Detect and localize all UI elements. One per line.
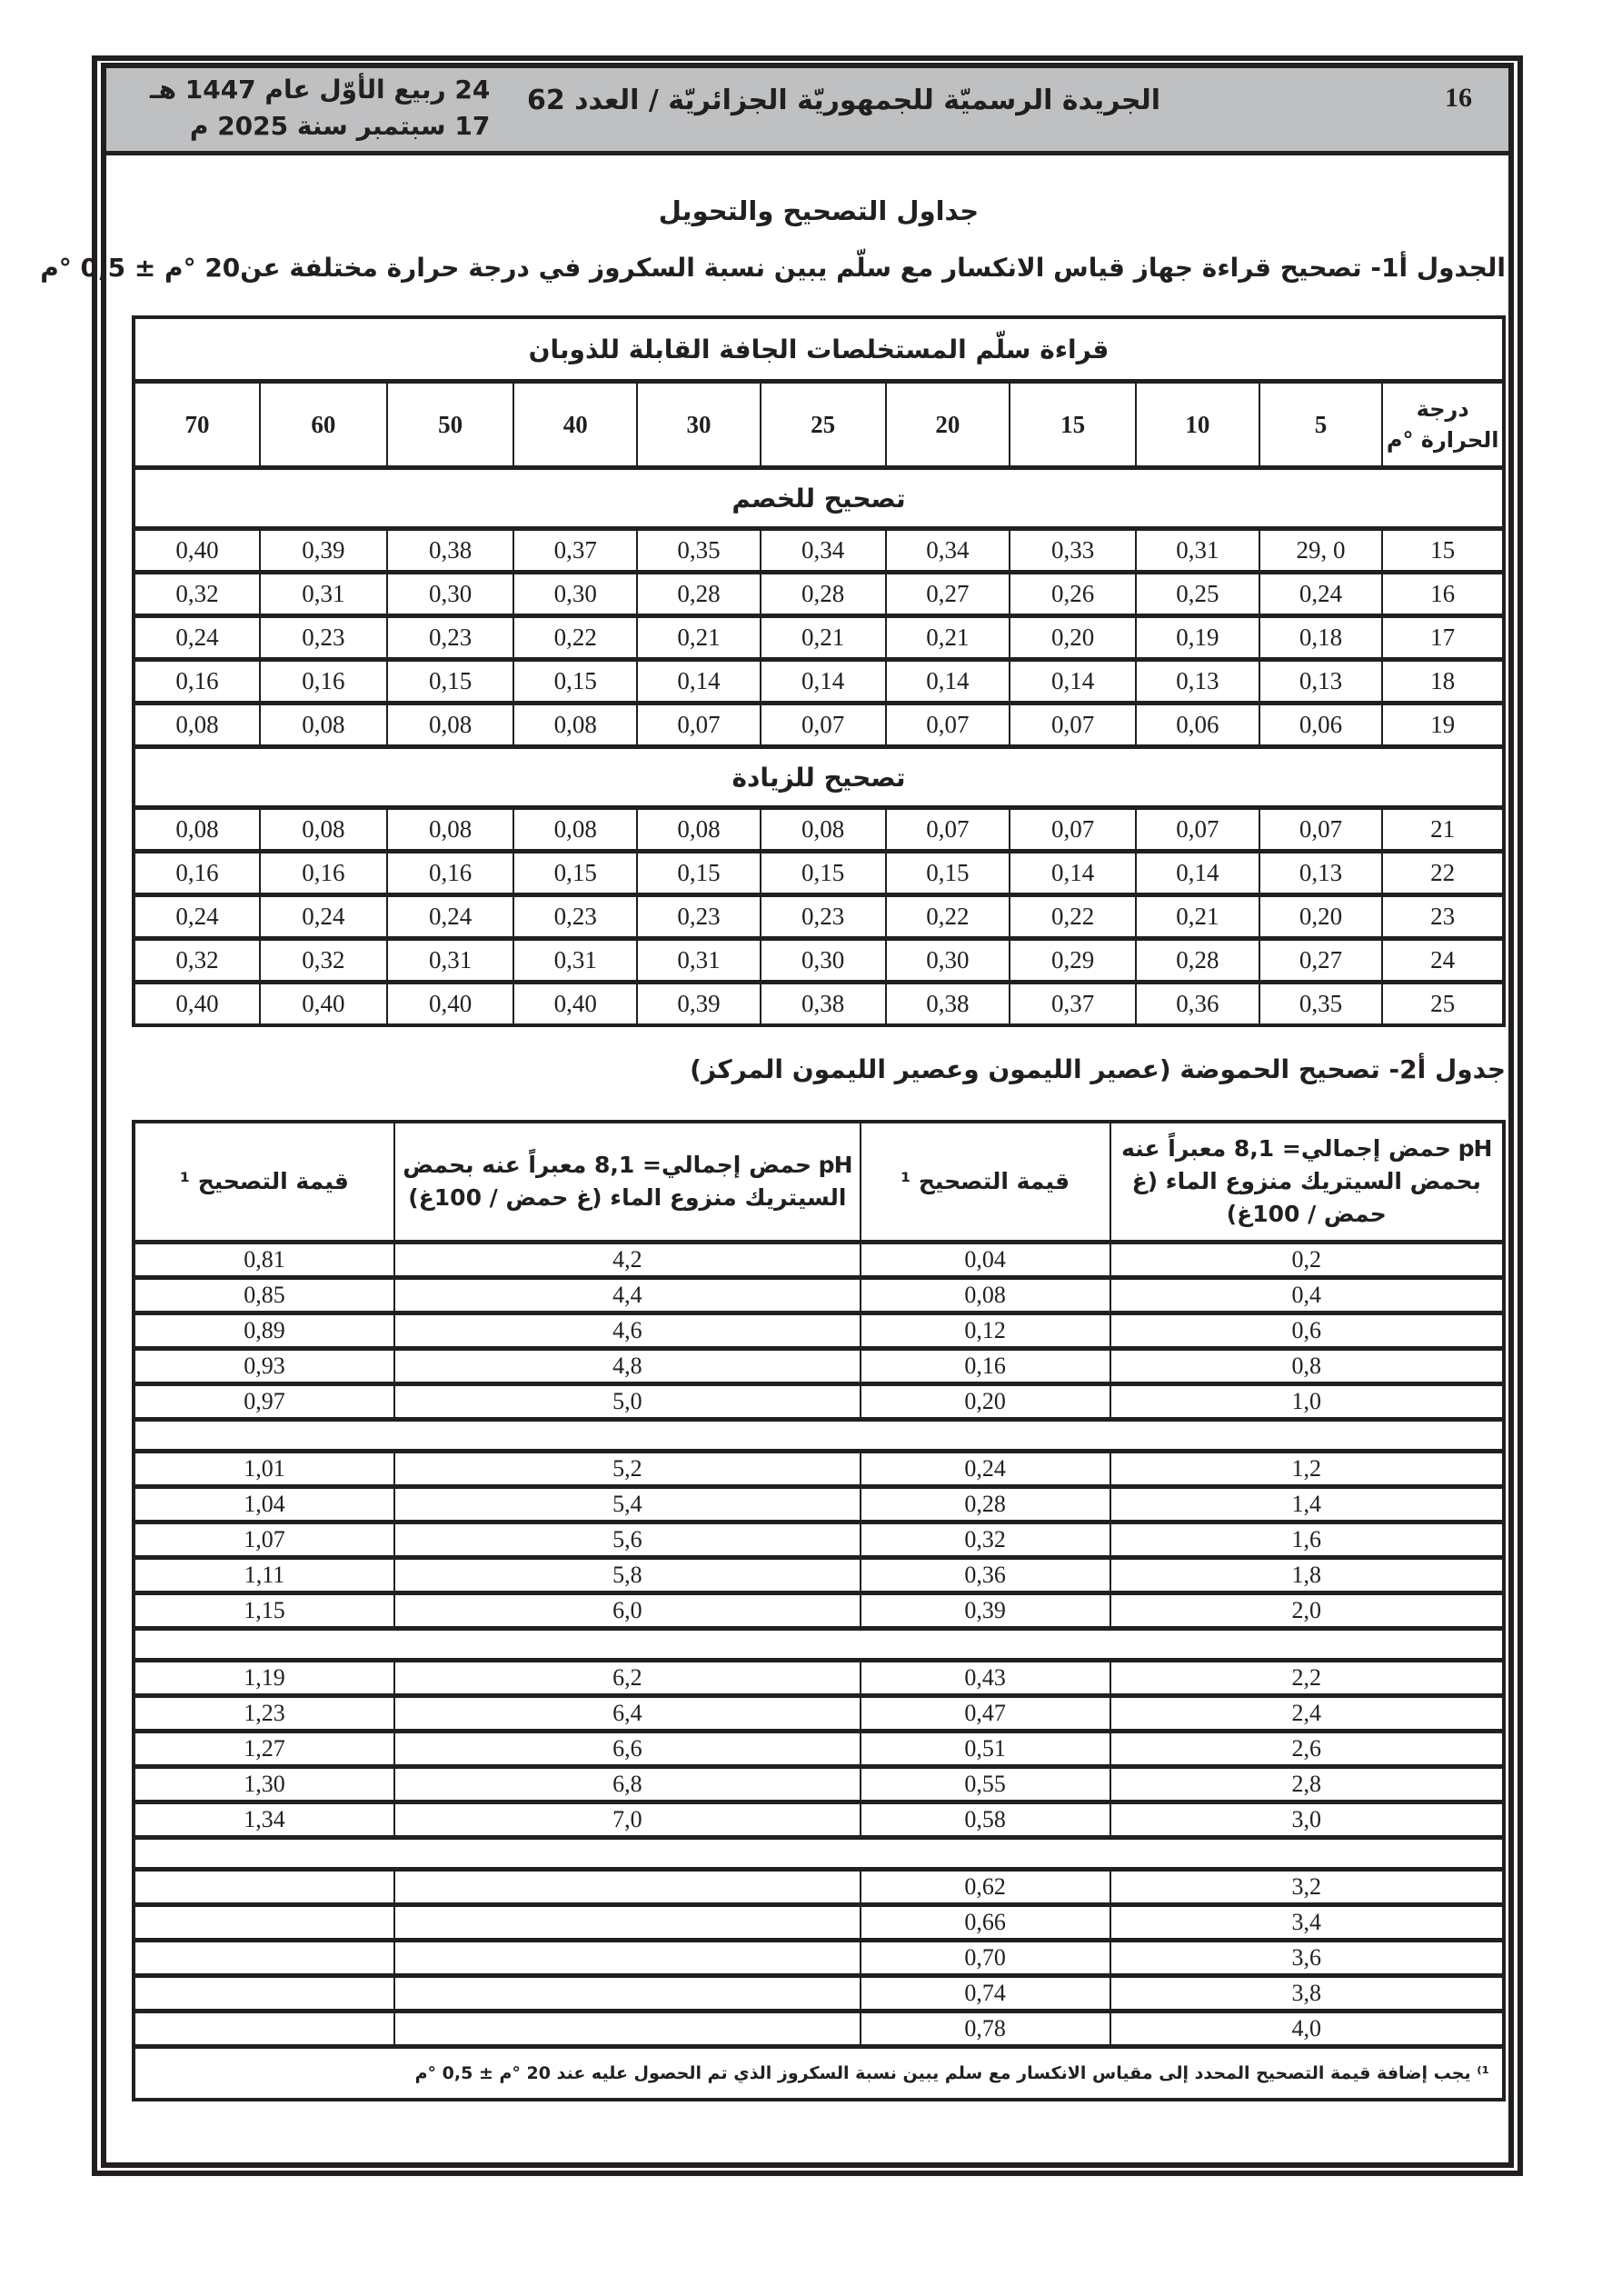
table2-header-row bbox=[134, 1122, 1504, 1243]
correction-cell: 0,15 bbox=[761, 852, 886, 895]
correction-cell: 1,19 bbox=[134, 1661, 394, 1696]
correction-cell: 0,07 bbox=[637, 704, 761, 747]
correction-cell: 0,32 bbox=[260, 939, 387, 983]
acidity-cell: 7,0 bbox=[394, 1802, 861, 1838]
correction-cell: 0,16 bbox=[260, 852, 387, 895]
temperature-cell: 24 bbox=[1382, 939, 1504, 983]
acidity-cell: 1,6 bbox=[1110, 1522, 1504, 1558]
temperature-cell: 19 bbox=[1382, 704, 1504, 747]
correction-cell: 0,08 bbox=[387, 808, 514, 852]
correction-cell: 0,08 bbox=[513, 704, 637, 747]
correction-cell: 0,32 bbox=[861, 1522, 1110, 1558]
correction-cell: 0,31 bbox=[637, 939, 761, 983]
temperature-cell: 21 bbox=[1382, 808, 1504, 852]
acidity-cell: 0,2 bbox=[1110, 1243, 1504, 1278]
temperature-cell: 18 bbox=[1382, 660, 1504, 704]
correction-cell: 0,78 bbox=[861, 2011, 1110, 2047]
acidity-cell bbox=[394, 1905, 861, 1941]
correction-cell: 0,70 bbox=[861, 1941, 1110, 1976]
correction-cell: 0,21 bbox=[1136, 895, 1259, 939]
acidity-cell: 4,4 bbox=[394, 1278, 861, 1313]
group-spacer bbox=[134, 1629, 1504, 1661]
correction-cell: 0,20 bbox=[1010, 616, 1136, 660]
brix-column-header: 30 bbox=[637, 382, 761, 468]
group-spacer-row bbox=[134, 1420, 1504, 1452]
correction-cell: 1,04 bbox=[134, 1487, 394, 1522]
table-row bbox=[134, 616, 1504, 660]
correction-cell: 0,22 bbox=[513, 616, 637, 660]
correction-cell: 0,40 bbox=[513, 983, 637, 1026]
correction-cell: 0,43 bbox=[861, 1661, 1110, 1696]
correction-cell: 0,40 bbox=[134, 983, 260, 1026]
correction-cell: 0,12 bbox=[861, 1313, 1110, 1349]
table-row bbox=[134, 704, 1504, 747]
correction-cell: 0,07 bbox=[886, 704, 1010, 747]
correction-cell: 0,81 bbox=[134, 1243, 394, 1278]
correction-cell: 0,27 bbox=[1259, 939, 1383, 983]
correction-cell: 1,07 bbox=[134, 1522, 394, 1558]
correction-cell: 0,08 bbox=[134, 704, 260, 747]
acidity-cell: 3,0 bbox=[1110, 1802, 1504, 1838]
correction-cell bbox=[134, 1905, 394, 1941]
correction-cell: 0,07 bbox=[1136, 808, 1259, 852]
acidity-cell: 3,8 bbox=[1110, 1976, 1504, 2011]
correction-cell: 0,23 bbox=[260, 616, 387, 660]
correction-cell: 0,06 bbox=[1136, 704, 1259, 747]
issue-date bbox=[150, 72, 490, 145]
add-correction-label: تصحيح للزيادة bbox=[134, 747, 1504, 808]
correction-cell: 0,14 bbox=[761, 660, 886, 704]
correction-header-left: قيمة التصحيح ¹ bbox=[134, 1122, 394, 1243]
correction-cell: 0,28 bbox=[637, 573, 761, 616]
correction-cell: 0,31 bbox=[1136, 529, 1259, 573]
correction-cell: 0,13 bbox=[1259, 660, 1383, 704]
correction-cell: 1,34 bbox=[134, 1802, 394, 1838]
acidity-cell: 6,8 bbox=[394, 1767, 861, 1802]
correction-cell: 0,58 bbox=[861, 1802, 1110, 1838]
subtract-correction-label: تصحيح للخصم bbox=[134, 468, 1504, 529]
acidity-cell: 2,2 bbox=[1110, 1661, 1504, 1696]
correction-cell: 0,16 bbox=[134, 852, 260, 895]
correction-cell: 0,13 bbox=[1136, 660, 1259, 704]
acidity-header-left: pH حمض إجمالي= 8,1 معبراً عنه بحمض السيتريك منزوع الماء (غ حمض / 100غ) bbox=[394, 1122, 861, 1243]
table1-banner: قراءة سلّم المستخلصات الجافة القابلة للذوبان bbox=[134, 317, 1504, 382]
correction-cell: 0,39 bbox=[260, 529, 387, 573]
correction-header-right: قيمة التصحيح ¹ bbox=[861, 1122, 1110, 1243]
correction-cell: 0,24 bbox=[1259, 573, 1383, 616]
correction-cell bbox=[134, 2011, 394, 2047]
acidity-cell: 2,8 bbox=[1110, 1767, 1504, 1802]
correction-cell: 0,85 bbox=[134, 1278, 394, 1313]
correction-cell: 0,15 bbox=[513, 852, 637, 895]
correction-cell: 0,31 bbox=[387, 939, 514, 983]
correction-cell: 0,28 bbox=[761, 573, 886, 616]
correction-cell: 0,14 bbox=[1010, 660, 1136, 704]
footnote: ¹⁾ يجب إضافة قيمة التصحيح المحدد إلى مقياس الانكسار مع سلم يبين نسبة السكروز الذي تم الحصول عليه عند 20 °م ± 0,5 °م bbox=[134, 2047, 1504, 2101]
brix-column-header: 15 bbox=[1010, 382, 1136, 468]
table-row bbox=[134, 2011, 1504, 2047]
correction-cell: 0,08 bbox=[260, 704, 387, 747]
table-row bbox=[134, 573, 1504, 616]
correction-cell: 0,36 bbox=[1136, 983, 1259, 1026]
correction-cell: 0,93 bbox=[134, 1349, 394, 1384]
correction-cell: 0,07 bbox=[1259, 808, 1383, 852]
table-row bbox=[134, 660, 1504, 704]
correction-cell: 0,38 bbox=[387, 529, 514, 573]
acidity-cell: 0,4 bbox=[1110, 1278, 1504, 1313]
acidity-cell: 6,4 bbox=[394, 1696, 861, 1732]
brix-column-header: 50 bbox=[387, 382, 514, 468]
group-spacer-row bbox=[134, 1629, 1504, 1661]
correction-cell: 0,33 bbox=[1010, 529, 1136, 573]
correction-cell: 0,24 bbox=[260, 895, 387, 939]
group-spacer-row bbox=[134, 1838, 1504, 1870]
correction-cell: 0,55 bbox=[861, 1767, 1110, 1802]
correction-cell: 1,27 bbox=[134, 1732, 394, 1767]
acidity-cell: 2,6 bbox=[1110, 1732, 1504, 1767]
group-spacer bbox=[134, 1838, 1504, 1870]
acidity-cell: 4,6 bbox=[394, 1313, 861, 1349]
acidity-cell: 3,2 bbox=[1110, 1870, 1504, 1905]
temperature-column-header: درجة الحرارة °م bbox=[1382, 382, 1504, 468]
acidity-cell bbox=[394, 1941, 861, 1976]
acidity-cell: 5,0 bbox=[394, 1384, 861, 1420]
correction-cell: 0,14 bbox=[1010, 852, 1136, 895]
date-gregorian: 17 سبتمبر سنة 2025 م bbox=[189, 111, 491, 141]
correction-cell: 0,08 bbox=[637, 808, 761, 852]
acidity-cell: 6,6 bbox=[394, 1732, 861, 1767]
temperature-cell: 16 bbox=[1382, 573, 1504, 616]
correction-cell: 0,26 bbox=[1010, 573, 1136, 616]
table-row bbox=[134, 1802, 1504, 1838]
correction-cell: 0,34 bbox=[761, 529, 886, 573]
correction-cell: 0,31 bbox=[513, 939, 637, 983]
correction-cell: 0,18 bbox=[1259, 616, 1383, 660]
correction-cell: 0,08 bbox=[134, 808, 260, 852]
correction-cell: 1,15 bbox=[134, 1593, 394, 1629]
acidity-cell: 4,8 bbox=[394, 1349, 861, 1384]
acidity-cell: 6,0 bbox=[394, 1593, 861, 1629]
correction-cell: 0,35 bbox=[1259, 983, 1383, 1026]
correction-cell: 0 ,29 bbox=[1259, 529, 1383, 573]
table-row bbox=[134, 939, 1504, 983]
correction-cell: 0,08 bbox=[513, 808, 637, 852]
temperature-cell: 23 bbox=[1382, 895, 1504, 939]
correction-cell: 0,16 bbox=[861, 1349, 1110, 1384]
correction-cell bbox=[134, 1941, 394, 1976]
correction-cell: 0,74 bbox=[861, 1976, 1110, 2011]
acidity-cell: 5,8 bbox=[394, 1558, 861, 1593]
gazette-title: الجريدة الرسميّة للجمهوريّة الجزائريّة / العدد 62 bbox=[526, 85, 1161, 116]
subtract-correction-label-row bbox=[134, 468, 1504, 529]
acidity-cell: 1,8 bbox=[1110, 1558, 1504, 1593]
correction-cell: 0,32 bbox=[134, 573, 260, 616]
table-row bbox=[134, 1696, 1504, 1732]
table1-banner-row bbox=[134, 317, 1504, 382]
table-row bbox=[134, 1732, 1504, 1767]
correction-cell: 0,31 bbox=[260, 573, 387, 616]
correction-cell: 0,16 bbox=[260, 660, 387, 704]
correction-cell: 0,24 bbox=[387, 895, 514, 939]
correction-cell: 0,15 bbox=[387, 660, 514, 704]
correction-cell: 0,89 bbox=[134, 1313, 394, 1349]
acidity-cell: 5,6 bbox=[394, 1522, 861, 1558]
table-row bbox=[134, 1558, 1504, 1593]
correction-cell: 0,23 bbox=[761, 895, 886, 939]
table-row bbox=[134, 1313, 1504, 1349]
correction-cell: 0,22 bbox=[886, 895, 1010, 939]
correction-cell: 0,39 bbox=[861, 1593, 1110, 1629]
correction-cell: 0,28 bbox=[1136, 939, 1259, 983]
table-row bbox=[134, 1349, 1504, 1384]
correction-cell: 0,19 bbox=[1136, 616, 1259, 660]
correction-cell: 0,06 bbox=[1259, 704, 1383, 747]
correction-cell: 0,07 bbox=[1010, 808, 1136, 852]
correction-cell: 0,29 bbox=[1010, 939, 1136, 983]
correction-cell: 0,04 bbox=[861, 1243, 1110, 1278]
correction-cell: 0,36 bbox=[861, 1558, 1110, 1593]
table1-caption: الجدول أ1- تصحيح قراءة جهاز قياس الانكسار مع سلّم يبين نسبة السكروز في درجة حرارة مختلفة عن20 °م ± 0,5 °م bbox=[40, 253, 1506, 283]
correction-cell: 0,30 bbox=[387, 573, 514, 616]
brix-column-header: 10 bbox=[1136, 382, 1259, 468]
acidity-cell: 6,2 bbox=[394, 1661, 861, 1696]
correction-cell: 1,01 bbox=[134, 1452, 394, 1487]
table-row bbox=[134, 983, 1504, 1026]
brix-column-header: 40 bbox=[513, 382, 637, 468]
table-row bbox=[134, 529, 1504, 573]
table-row bbox=[134, 1905, 1504, 1941]
brix-column-header: 70 bbox=[134, 382, 260, 468]
refractometer-correction-table bbox=[132, 315, 1506, 1027]
acidity-cell: 4,0 bbox=[1110, 2011, 1504, 2047]
correction-cell: 0,30 bbox=[886, 939, 1010, 983]
correction-cell: 0,16 bbox=[134, 660, 260, 704]
table-row bbox=[134, 1384, 1504, 1420]
correction-cell: 0,28 bbox=[861, 1487, 1110, 1522]
table-row bbox=[134, 808, 1504, 852]
correction-cell: 0,37 bbox=[513, 529, 637, 573]
correction-cell bbox=[134, 1870, 394, 1905]
correction-cell: 0,35 bbox=[637, 529, 761, 573]
correction-cell: 0,14 bbox=[1136, 852, 1259, 895]
correction-cell: 0,32 bbox=[134, 939, 260, 983]
correction-cell: 0,15 bbox=[513, 660, 637, 704]
correction-cell: 0,08 bbox=[387, 704, 514, 747]
add-correction-label-row bbox=[134, 747, 1504, 808]
correction-cell: 0,20 bbox=[1259, 895, 1383, 939]
table-row bbox=[134, 1452, 1504, 1487]
correction-cell: 0,24 bbox=[134, 616, 260, 660]
correction-cell: 0,47 bbox=[861, 1696, 1110, 1732]
table2-caption: جدول أ2- تصحيح الحموضة (عصير الليمون وعصير الليمون المركز) bbox=[690, 1054, 1506, 1084]
acidity-cell bbox=[394, 1870, 861, 1905]
correction-cell: 0,21 bbox=[637, 616, 761, 660]
acidity-cell: 1,4 bbox=[1110, 1487, 1504, 1522]
correction-cell: 0,66 bbox=[861, 1905, 1110, 1941]
table-row bbox=[134, 1593, 1504, 1629]
correction-cell: 0,40 bbox=[134, 529, 260, 573]
correction-cell: 0,20 bbox=[861, 1384, 1110, 1420]
correction-cell: 0,08 bbox=[761, 808, 886, 852]
acidity-cell: 1,0 bbox=[1110, 1384, 1504, 1420]
correction-cell: 0,14 bbox=[886, 660, 1010, 704]
acidity-cell bbox=[394, 1976, 861, 2011]
correction-cell: 0,97 bbox=[134, 1384, 394, 1420]
acidity-header-right: pH حمض إجمالي= 8,1 معبراً عنه بحمض السيتريك منزوع الماء (غ حمض / 100غ) bbox=[1110, 1122, 1504, 1243]
correction-cell: 0,34 bbox=[886, 529, 1010, 573]
correction-cell: 0,37 bbox=[1010, 983, 1136, 1026]
table-row bbox=[134, 1661, 1504, 1696]
correction-cell: 0,38 bbox=[886, 983, 1010, 1026]
brix-column-header: 5 bbox=[1259, 382, 1383, 468]
correction-cell: 0,08 bbox=[861, 1278, 1110, 1313]
correction-cell: 0,16 bbox=[387, 852, 514, 895]
correction-cell: 0,62 bbox=[861, 1870, 1110, 1905]
acidity-cell: 2,0 bbox=[1110, 1593, 1504, 1629]
correction-cell: 0,24 bbox=[861, 1452, 1110, 1487]
correction-cell: 0,40 bbox=[260, 983, 387, 1026]
table1-column-header-row bbox=[134, 382, 1504, 468]
correction-cell: 0,23 bbox=[387, 616, 514, 660]
correction-cell: 0,38 bbox=[761, 983, 886, 1026]
correction-cell: 0,07 bbox=[886, 808, 1010, 852]
correction-cell: 0,08 bbox=[260, 808, 387, 852]
correction-cell: 0,23 bbox=[637, 895, 761, 939]
table-row bbox=[134, 1767, 1504, 1802]
correction-cell: 0,40 bbox=[387, 983, 514, 1026]
correction-cell: 0,07 bbox=[761, 704, 886, 747]
acidity-cell: 0,6 bbox=[1110, 1313, 1504, 1349]
acidity-cell bbox=[394, 2011, 861, 2047]
table-row bbox=[134, 1243, 1504, 1278]
table-row bbox=[134, 1976, 1504, 2011]
acidity-cell: 3,4 bbox=[1110, 1905, 1504, 1941]
acidity-cell: 0,8 bbox=[1110, 1349, 1504, 1384]
correction-cell: 0,39 bbox=[637, 983, 761, 1026]
temperature-cell: 25 bbox=[1382, 983, 1504, 1026]
footnote-row bbox=[134, 2047, 1504, 2101]
correction-cell: 1,30 bbox=[134, 1767, 394, 1802]
correction-cell: 0,21 bbox=[761, 616, 886, 660]
correction-cell: 0,30 bbox=[761, 939, 886, 983]
brix-column-header: 60 bbox=[260, 382, 387, 468]
correction-cell: 1,23 bbox=[134, 1696, 394, 1732]
acidity-cell: 4,2 bbox=[394, 1243, 861, 1278]
acidity-cell: 2,4 bbox=[1110, 1696, 1504, 1732]
correction-cell: 0,14 bbox=[637, 660, 761, 704]
correction-cell: 0,24 bbox=[134, 895, 260, 939]
table-row bbox=[134, 1487, 1504, 1522]
correction-cell: 0,25 bbox=[1136, 573, 1259, 616]
correction-cell: 1,11 bbox=[134, 1558, 394, 1593]
correction-cell: 0,22 bbox=[1010, 895, 1136, 939]
correction-cell: 0,23 bbox=[513, 895, 637, 939]
acidity-correction-table bbox=[132, 1120, 1506, 2101]
correction-cell: 0,07 bbox=[1010, 704, 1136, 747]
table-row bbox=[134, 895, 1504, 939]
correction-cell: 0,27 bbox=[886, 573, 1010, 616]
correction-cell: 0,15 bbox=[637, 852, 761, 895]
date-hijri: 24 ربيع الأوّل عام 1447 هـ bbox=[150, 75, 491, 105]
correction-cell: 0,30 bbox=[513, 573, 637, 616]
correction-cell: 0,15 bbox=[886, 852, 1010, 895]
section-title: جداول التصحيح والتحويل bbox=[658, 195, 980, 226]
acidity-cell: 5,4 bbox=[394, 1487, 861, 1522]
acidity-cell: 3,6 bbox=[1110, 1941, 1504, 1976]
temperature-cell: 15 bbox=[1382, 529, 1504, 573]
brix-column-header: 25 bbox=[761, 382, 886, 468]
table-row bbox=[134, 1278, 1504, 1313]
brix-column-header: 20 bbox=[886, 382, 1010, 468]
acidity-cell: 5,2 bbox=[394, 1452, 861, 1487]
group-spacer bbox=[134, 1420, 1504, 1452]
page-number: 16 bbox=[1445, 83, 1472, 113]
correction-cell: 0,51 bbox=[861, 1732, 1110, 1767]
correction-cell: 0,13 bbox=[1259, 852, 1383, 895]
table-row bbox=[134, 1522, 1504, 1558]
table-row bbox=[134, 1870, 1504, 1905]
correction-cell bbox=[134, 1976, 394, 2011]
correction-cell: 0,21 bbox=[886, 616, 1010, 660]
temperature-cell: 22 bbox=[1382, 852, 1504, 895]
gazette-header bbox=[106, 68, 1508, 155]
table-row bbox=[134, 852, 1504, 895]
table-row bbox=[134, 1941, 1504, 1976]
temperature-cell: 17 bbox=[1382, 616, 1504, 660]
acidity-cell: 1,2 bbox=[1110, 1452, 1504, 1487]
